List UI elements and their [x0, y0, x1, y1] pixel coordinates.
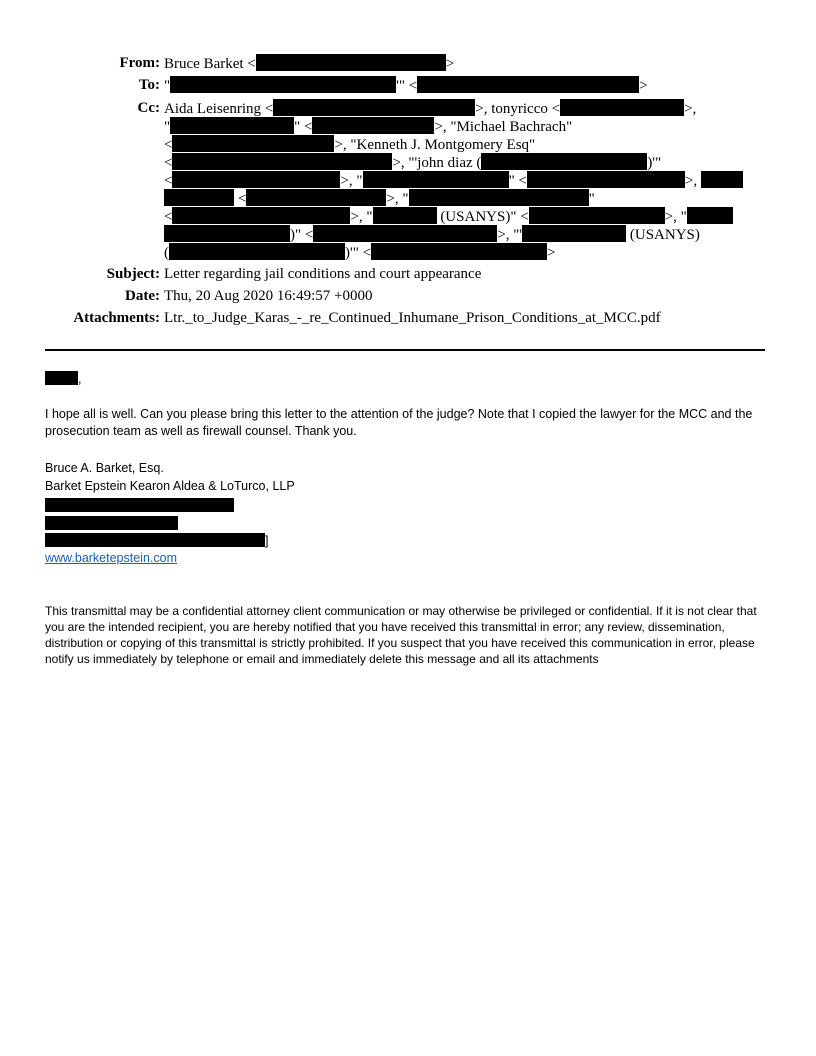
attachment-link[interactable]: Ltr._to_Judge_Karas_-_re_Continued_Inhumane_Prison_Conditions_at_MCC.pdf: [164, 310, 661, 326]
redaction: [417, 76, 639, 93]
redaction: [527, 171, 685, 188]
to-label: To:: [138, 77, 160, 93]
cc-line-4: [164, 153, 661, 171]
angle-close: >: [445, 56, 455, 72]
date-label-box: [0, 287, 160, 305]
cc-text: >, "Kenneth J. Montgomery Esq": [334, 137, 536, 153]
date-label: Date:: [125, 288, 160, 304]
redaction: [172, 153, 392, 170]
cc-line-5: [164, 171, 743, 189]
redaction: [172, 135, 334, 152]
subject-label: Subject:: [106, 266, 160, 282]
redaction: [170, 117, 294, 134]
cc-text: )'" <: [345, 245, 372, 261]
subject-value: Letter regarding jail conditions and court appearance: [164, 266, 482, 282]
redaction: [45, 371, 78, 385]
cc-text: )" <: [290, 227, 314, 243]
signature-redacted-line: [45, 533, 775, 550]
signature-name: Bruce A. Barket, Esq.: [45, 461, 164, 475]
redaction: [560, 99, 684, 116]
redaction: [256, 54, 446, 71]
cc-text: >: [547, 245, 556, 261]
to-sep: '" <: [396, 78, 418, 94]
cc-text: ": [164, 119, 171, 135]
to-label-box: [0, 76, 160, 94]
redaction: [273, 99, 475, 116]
redaction: [363, 171, 509, 188]
cc-text: <: [164, 173, 173, 189]
cc-text: <: [164, 137, 173, 153]
cc-line-8: [164, 225, 700, 243]
from-value: Bruce Barket <: [164, 56, 256, 72]
redaction: [45, 498, 234, 512]
redaction: [529, 207, 665, 224]
redaction: [701, 171, 743, 188]
redaction: [371, 243, 547, 260]
disclaimer: This transmittal may be a confidential attorney client communication or may otherwise be privileged or confidential. If it is not clear that you are the intended recipient, you are hereby notified that you have received this transmittal in error; any review, dissemination, distribution or copying of this transmittal is strictly prohibited. If you suspect that you have received this communication in error, please notify us immediately by telephone or email and immediately delete this message and all its attachments: [45, 604, 757, 666]
cc-text: >,: [684, 101, 697, 117]
cc-text: " <: [294, 119, 313, 135]
redaction: [687, 207, 733, 224]
cc-text: >, "': [497, 227, 523, 243]
cc-text: <: [164, 209, 173, 225]
redaction: [409, 189, 589, 206]
cc-text: >, ": [386, 191, 409, 207]
cc-line-6: [164, 189, 595, 207]
cc-text: >,: [684, 173, 698, 189]
cc-text: >, "'john diaz (: [392, 155, 482, 171]
subject-label-box: [0, 265, 160, 283]
cc-line-9: [164, 243, 556, 261]
cc-text: >, ": [664, 209, 687, 225]
cc-text: >, "Michael Bachrach": [434, 119, 573, 135]
redaction: [373, 207, 437, 224]
redaction: [172, 207, 350, 224]
cc-text: )'": [647, 155, 662, 171]
website-line: [45, 550, 775, 567]
cc-text: >, ": [350, 209, 373, 225]
cc-text: Aida Leisenring <: [164, 101, 274, 117]
to-line: [164, 76, 648, 94]
cc-text: <: [238, 191, 247, 207]
redaction: [312, 117, 434, 134]
cc-text: <: [164, 155, 173, 171]
date-value: Thu, 20 Aug 2020 16:49:57 +0000: [164, 288, 373, 304]
redaction: [522, 225, 626, 242]
signature-firm: Barket Epstein Kearon Aldea & LoTurco, LLP: [45, 479, 295, 493]
redaction: [45, 516, 178, 530]
cc-text: >, ": [340, 173, 363, 189]
cc-text: " <: [508, 173, 527, 189]
redaction: [172, 171, 340, 188]
redaction: [45, 533, 265, 547]
header-divider: [45, 349, 765, 351]
cc-text: (USANYS): [626, 227, 700, 243]
cc-text: >, tonyricco <: [475, 101, 561, 117]
redaction: [170, 76, 396, 93]
redaction: [164, 225, 290, 242]
greeting-line: [45, 371, 775, 388]
greeting-comma: ,: [78, 372, 82, 386]
redaction: [169, 243, 345, 260]
cc-line-2: [164, 117, 572, 135]
to-quote: ": [164, 78, 171, 94]
cc-text: ": [588, 191, 595, 207]
redaction: [481, 153, 647, 170]
angle-close: >: [639, 78, 648, 94]
from-line: [164, 54, 454, 72]
redaction: [164, 189, 234, 206]
attachments-label-box: [0, 309, 160, 327]
redaction: [313, 225, 497, 242]
cc-line-1: [164, 99, 696, 117]
cc-text: (: [164, 245, 169, 261]
bracket: ]: [265, 534, 269, 548]
redaction: [246, 189, 386, 206]
website-link[interactable]: www.barketepstein.com: [45, 551, 178, 565]
cc-text: (USANYS)" <: [436, 209, 529, 225]
cc-label-box: [0, 99, 160, 117]
cc-line-3: [164, 135, 535, 153]
message-text: I hope all is well. Can you please bring this letter to the attention of the judge? Note that I copied the lawyer for the MCC and the prosecution team as well as firewall counsel. Thank you.: [45, 407, 753, 438]
cc-line-7: [164, 207, 733, 225]
from-label-box: [0, 54, 160, 72]
cc-label: Cc:: [137, 100, 160, 116]
from-label: From:: [119, 55, 160, 71]
attachments-label: Attachments:: [73, 310, 160, 326]
